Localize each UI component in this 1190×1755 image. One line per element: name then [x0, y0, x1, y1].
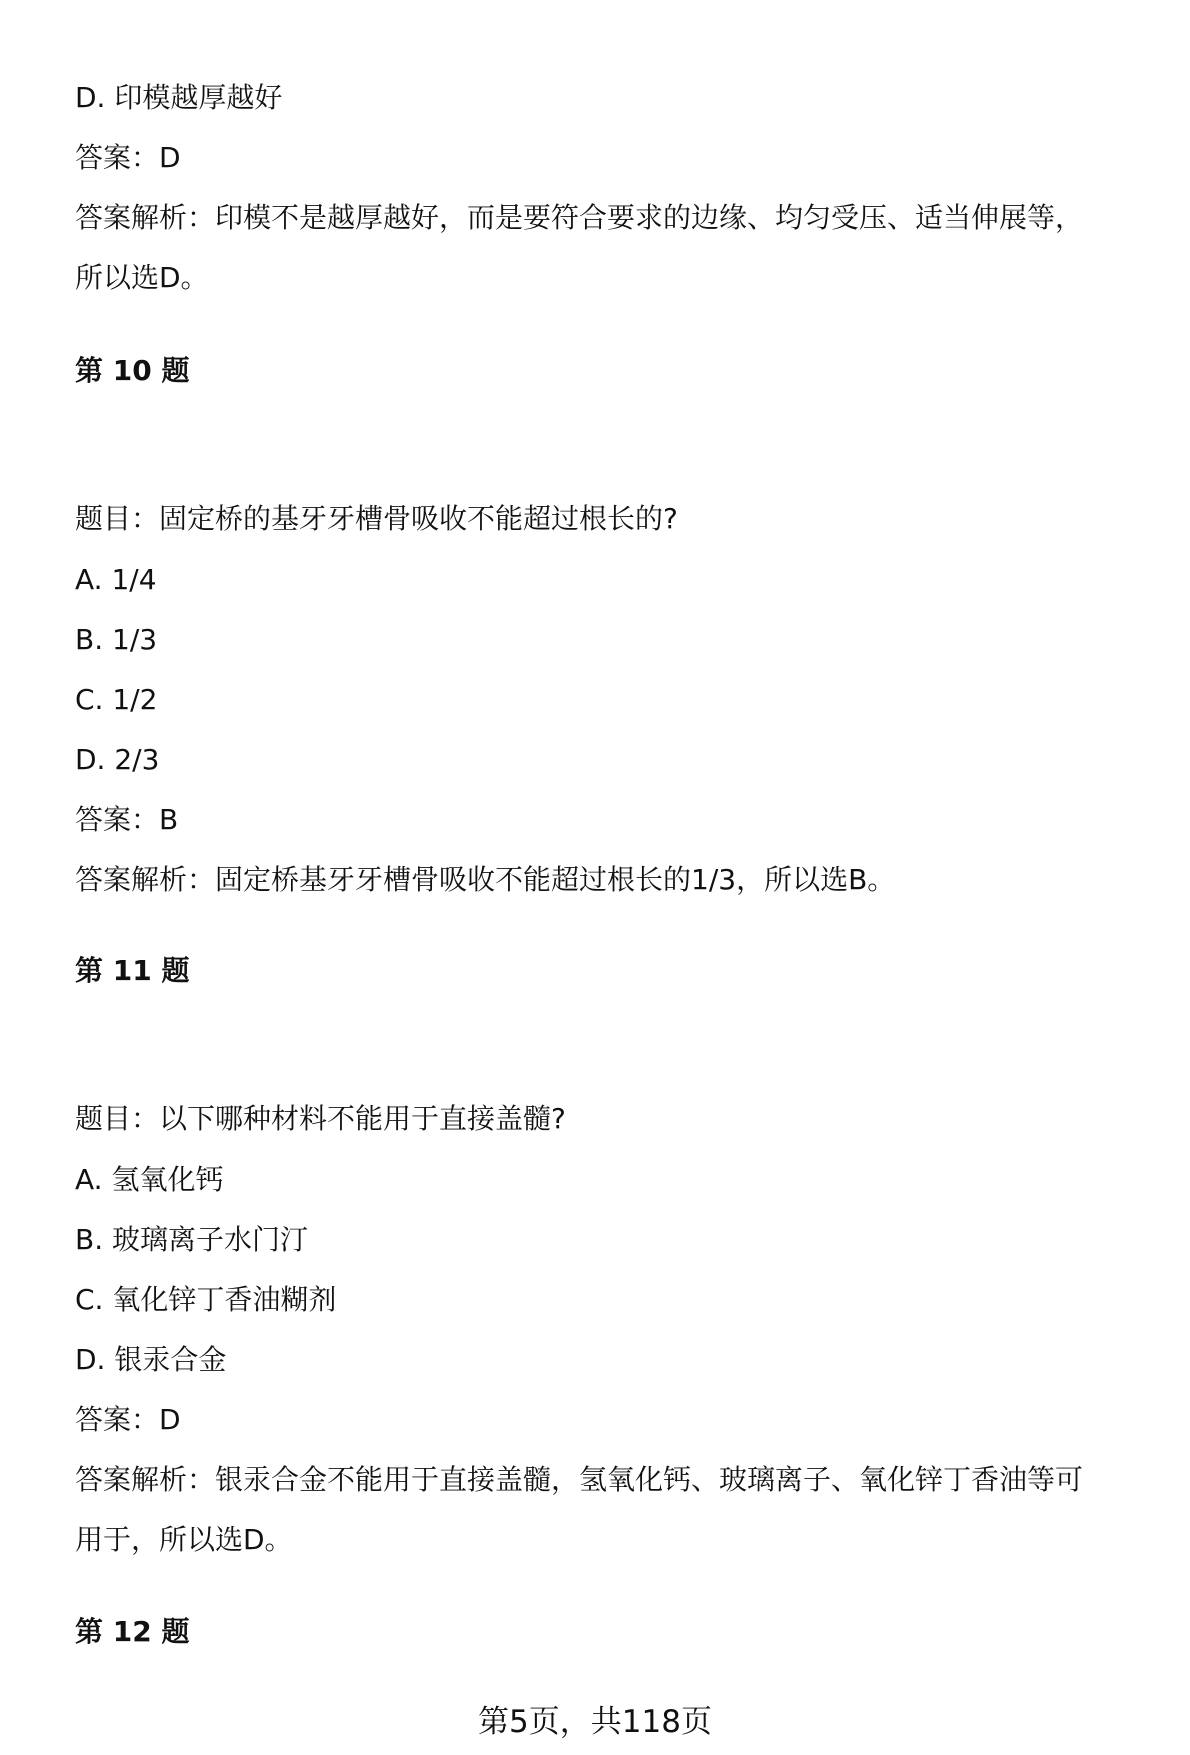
- q11-question: 题目：以下哪种材料不能用于直接盖髓?: [75, 1102, 566, 1135]
- q10-option-a: A. 1/4: [75, 563, 157, 596]
- q11-option-d: D. 银汞合金: [75, 1343, 227, 1376]
- q9-answer: 答案：D: [75, 141, 181, 174]
- q10-analysis-line1: 答案解析：固定桥基牙牙槽骨吸收不能超过根长的1/3，所以选B。: [75, 863, 896, 896]
- q10-answer: 答案：B: [75, 803, 179, 836]
- q11-option-c: C. 氧化锌丁香油糊剂: [75, 1283, 337, 1316]
- q10-question: 题目：固定桥的基牙牙槽骨吸收不能超过根长的?: [75, 502, 678, 535]
- q11-heading: 第 11 题: [75, 954, 190, 987]
- q9-analysis-line2: 所以选D。: [75, 261, 209, 294]
- q10-option-c: C. 1/2: [75, 683, 158, 716]
- q10-heading: 第 10 题: [75, 354, 190, 387]
- q10-option-d: D. 2/3: [75, 743, 160, 776]
- q12-heading: 第 12 题: [75, 1615, 190, 1648]
- q11-answer: 答案：D: [75, 1403, 181, 1436]
- q9-option-d: D. 印模越厚越好: [75, 81, 283, 114]
- q10-option-b: B. 1/3: [75, 623, 158, 656]
- q11-analysis-line2: 用于，所以选D。: [75, 1523, 293, 1556]
- q9-analysis-line1: 答案解析：印模不是越厚越好，而是要符合要求的边缘、均匀受压、适当伸展等，: [75, 201, 1084, 234]
- q11-option-a: A. 氢氧化钙: [75, 1163, 224, 1196]
- page-footer: 第5页，共118页: [478, 1704, 712, 1740]
- q11-option-b: B. 玻璃离子水门汀: [75, 1223, 309, 1256]
- q11-analysis-line1: 答案解析：银汞合金不能用于直接盖髓，氢氧化钙、玻璃离子、氧化锌丁香油等可: [75, 1463, 1084, 1496]
